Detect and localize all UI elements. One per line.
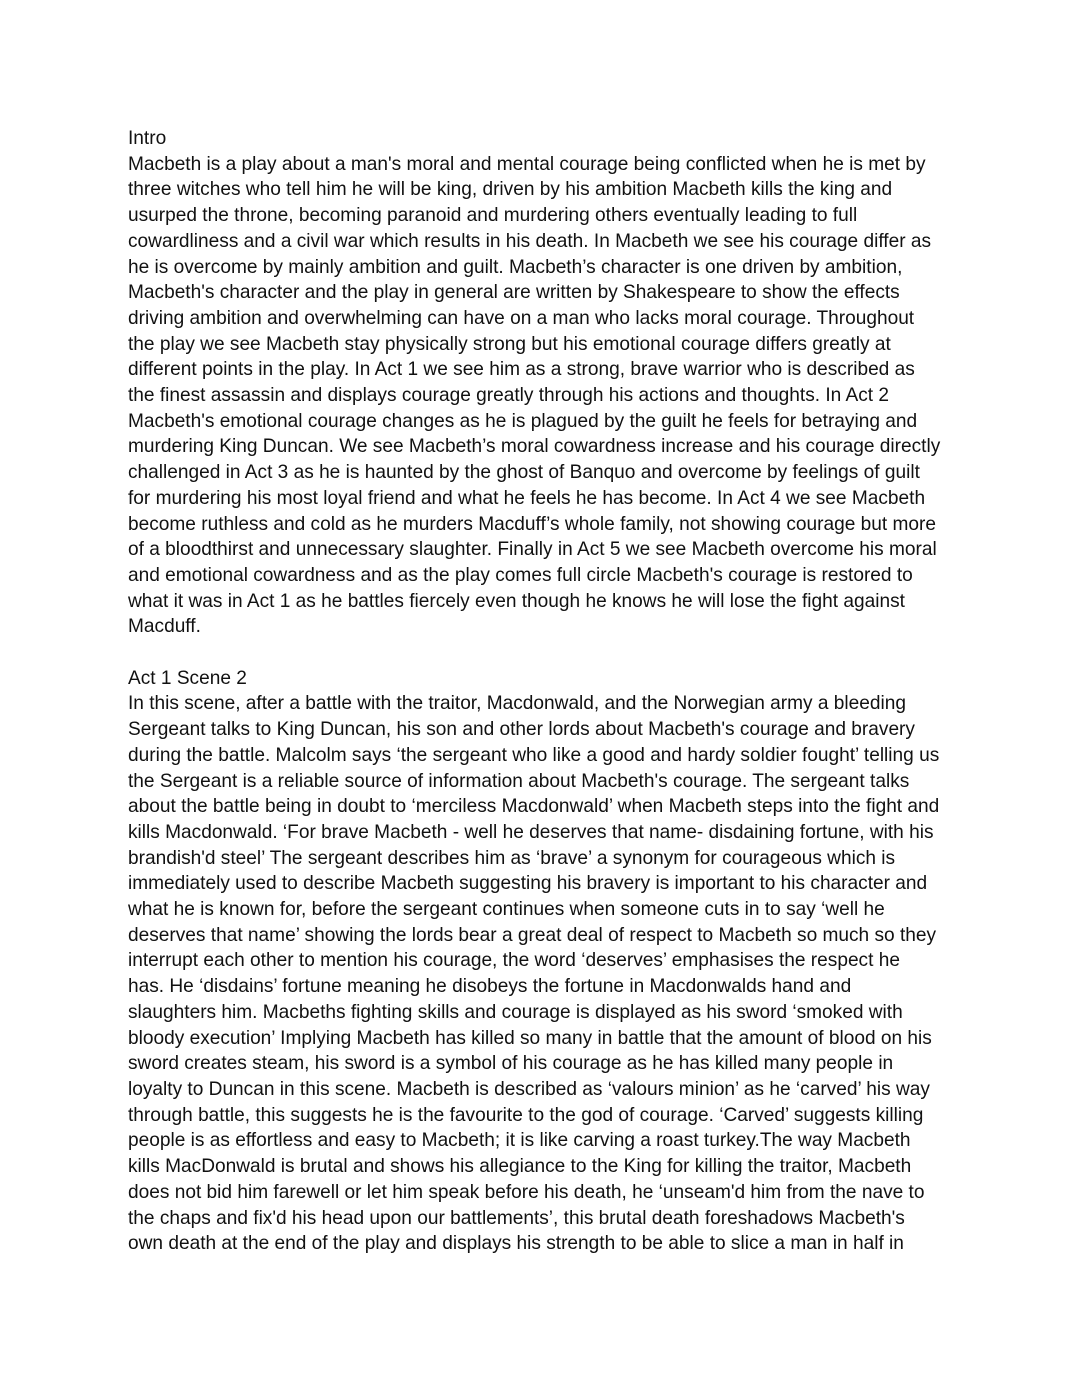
text-line: kills Macdonwald. ‘For brave Macbeth - well he deserves that name- disdaining fortune, with his [128,821,934,843]
text-line: he is overcome by mainly ambition and guilt. Macbeth’s character is one driven by ambition, [128,256,903,278]
paragraph-intro [128,152,956,640]
section-intro [128,126,956,640]
section-act1-scene2 [128,666,956,1257]
text-line: the finest assassin and displays courage greatly through his actions and thoughts. In Act 2 [128,385,890,407]
text-line: cowardliness and a civil war which results in his death. In Macbeth we see his courage differ as [128,230,932,252]
text-line: does not bid him farewell or let him speak before his death, he ‘unseam'd him from the nave to [128,1181,925,1203]
text-line: the play we see Macbeth stay physically strong but his emotional courage differs greatly at [128,333,891,355]
document-page [128,126,956,1257]
text-line: for murdering his most loyal friend and what he feels he has become. In Act 4 we see Macbeth [128,487,926,509]
text-line: In this scene, after a battle with the traitor, Macdonwald, and the Norwegian army a bleeding [128,693,906,715]
text-line: Macduff. [128,616,201,638]
text-line: bloody execution’ Implying Macbeth has killed so many in battle that the amount of blood on his [128,1027,932,1049]
text-line: brandish'd steel’ The sergeant describes him as ‘brave’ a synonym for courageous which is [128,847,896,869]
text-line: Macbeth's emotional courage changes as he is plagued by the guilt he feels for betraying and [128,410,918,432]
text-line: different points in the play. In Act 1 we see him as a strong, brave warrior who is described as [128,359,915,381]
text-line: Macbeth is a play about a man's moral and mental courage being conflicted when he is met by [128,153,926,175]
text-line: the Sergeant is a reliable source of information about Macbeth's courage. The sergeant talks [128,770,910,792]
text-line: and emotional cowardness and as the play comes full circle Macbeth's courage is restored to [128,564,913,586]
text-line: loyalty to Duncan in this scene. Macbeth is described as ‘valours minion’ as he ‘carved’ his way [128,1079,930,1100]
text-line: people is as effortless and easy to Macbeth; it is like carving a roast turkey.The way Macbeth [128,1130,911,1152]
text-line: the chaps and fix'd his head upon our battlements’, this brutal death foreshadows Macbeth's [128,1207,905,1229]
text-line: slaughters him. Macbeths fighting skills and courage is displayed as his sword ‘smoked with [128,1001,903,1023]
text-line: what it was in Act 1 as he battles fiercely even though he knows he will lose the fight against [128,590,905,612]
paragraph-act1-scene2 [128,691,956,1256]
text-line: during the battle. Malcolm says ‘the sergeant who like a good and hardy soldier fought’ telling us [128,744,940,766]
text-line: sword creates steam, his sword is a symbol of his courage as he has killed many people in [128,1053,894,1075]
text-line: deserves that name’ showing the lords bear a great deal of respect to Macbeth so much so they [128,924,937,946]
text-line: challenged in Act 3 as he is haunted by the ghost of Banquo and overcome by feelings of guilt [128,462,920,484]
text-line: immediately used to describe Macbeth suggesting his bravery is important to his character and [128,873,928,895]
text-line: murdering King Duncan. We see Macbeth’s moral cowardness increase and his courage directly [128,436,941,458]
text-line: about the battle being in doubt to ‘merciless Macdonwald’ when Macbeth steps into the fight and [128,796,940,818]
text-line: interrupt each other to mention his courage, the word ‘deserves’ emphasises the respect he [128,950,900,972]
text-line: through battle, this suggests he is the favourite to the god of courage. ‘Carved’ suggests killing [128,1104,924,1126]
text-line: driving ambition and overwhelming can have on a man who lacks moral courage. Throughout [128,307,915,329]
text-line: has. He ‘disdains’ fortune meaning he disobeys the fortune in Macdonwalds hand and [128,976,852,998]
section-spacer [128,640,956,666]
text-line: Macbeth's character and the play in general are written by Shakespeare to show the effects [128,282,900,304]
text-line: Sergeant talks to King Duncan, his son and other lords about Macbeth's courage and bravery [128,719,915,741]
section-heading-act1-scene2: Act 1 Scene 2 [128,667,247,689]
section-heading-intro: Intro [128,128,167,149]
text-line: own death at the end of the play and displays his strength to be able to slice a man in half in [128,1233,904,1255]
text-line: of a bloodthirst and unnecessary slaughter. Finally in Act 5 we see Macbeth overcome his moral [128,539,937,561]
text-line: what he is known for, before the sergeant continues when someone cuts in to say ‘well he [128,899,885,921]
text-line: three witches who tell him he will be king, driven by his ambition Macbeth kills the king and [128,179,893,201]
text-line: kills MacDonwald is brutal and shows his allegiance to the King for killing the traitor, Macbeth [128,1156,912,1178]
text-line: become ruthless and cold as he murders Macduff’s whole family, not showing courage but more [128,513,937,535]
text-line: usurped the throne, becoming paranoid and murdering others eventually leading to full [128,205,858,227]
